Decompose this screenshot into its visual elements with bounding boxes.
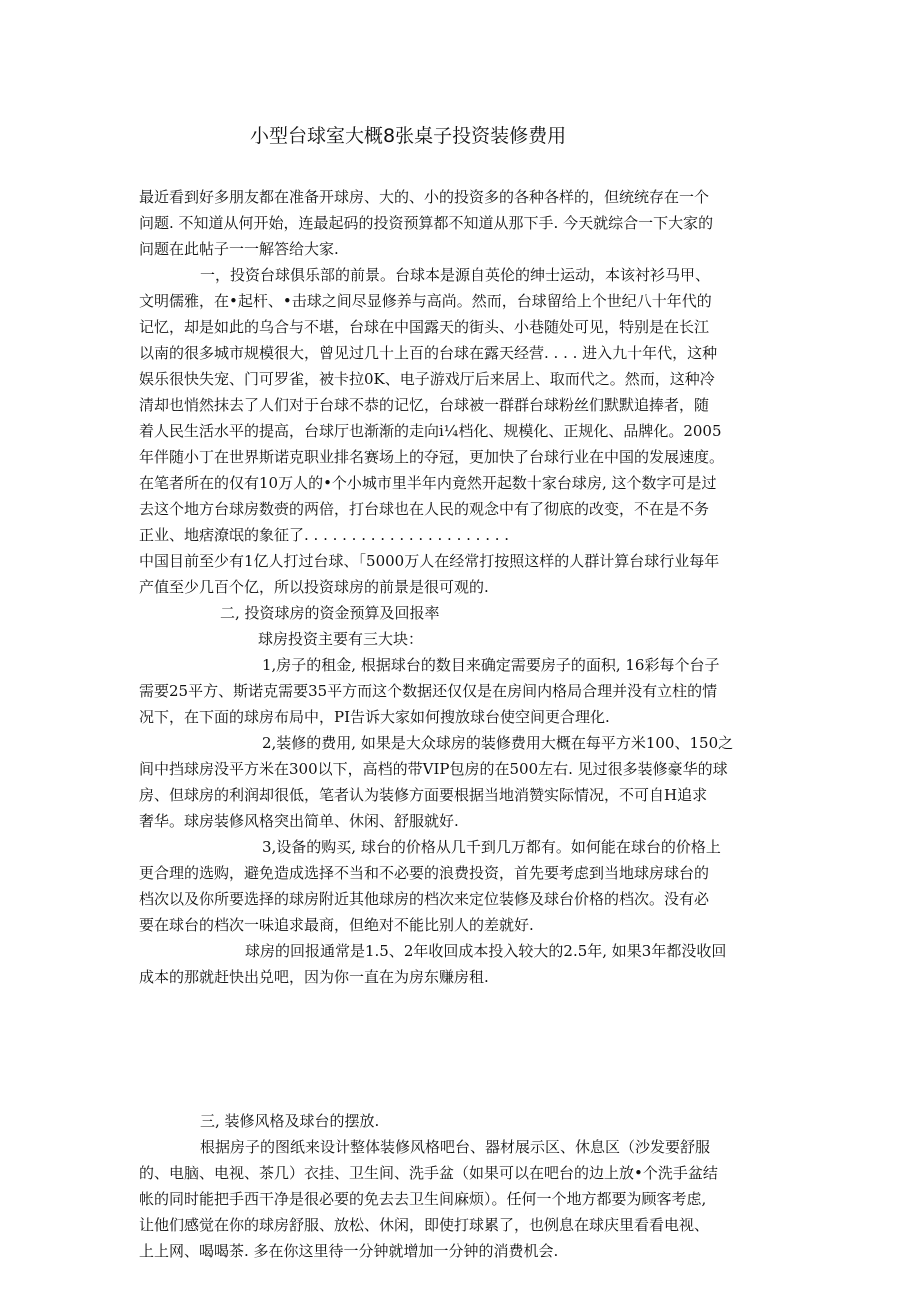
- section2-returns-line: 球房的回报通常是1.5、2年收回成本投入较大的2.5年, 如果3年都没收回: [245, 942, 727, 960]
- section2-item2-line: 2,装修的费用, 如果是大众球房的装修费用大概在每平方米100、150之: [262, 734, 734, 752]
- section1-line: 以南的很多城市规模很大，曾见过几十上百的台球在露天经营. . . . 进入九十年代，这种: [139, 344, 718, 362]
- section3-line: 帐的同时能把手西干净是很必要的免去去卫生间麻烦）。任何一个地方都要为顾客考虑,: [139, 1190, 707, 1208]
- section2-item3-line: 要在球台的档次一味追求最商，但绝对不能比别人的差就好.: [139, 916, 534, 934]
- section1-line: 清却也悄然抹去了人们对于台球不恭的记忆，台球被一群群台球粉丝们默默追捧者，随: [139, 396, 710, 414]
- section3-line: 的、电脑、电视、茶几）衣挂、卫生间、洗手盆（如果可以在吧台的边上放•个洗手盆结: [139, 1164, 718, 1182]
- section2-subheading: 球房投资主要有三大块：: [258, 630, 424, 648]
- section2-item1-line: 需要25平方、斯诺克需要35平方而这个数据还仅仅是在房间内格局合理并没有立柱的情: [139, 682, 718, 700]
- section2-item2-line: 房、但球房的利润却很低，笔者认为装修方面要根据当地消赞实际情况，不可自H追求: [139, 786, 708, 804]
- section2-item3-line: 3,设备的购买, 球台的价格从几千到几万都有。如何能在球台的价格上: [262, 838, 721, 856]
- section1-line: 着人民生活水平的提高，台球厅也渐渐的走向i¼档化、规模化、正规化、品牌化。2005: [139, 422, 722, 440]
- section3-heading: 三, 装修风格及球台的摆放.: [200, 1112, 380, 1130]
- section1-line: 产值至少几百个亿，所以投资球房的前景是很可观的.: [139, 578, 489, 596]
- section1-line: 去这个地方台球房数赍的两倍，打台球也在人民的观念中有了彻底的改变，不在是不务: [139, 500, 710, 518]
- section2-item2-line: 间中挡球房没平方米在300以下，高档的带VIP包房的在500左右. 见过很多装修豪华的球: [139, 760, 728, 778]
- section1-line: 年伴随小丁在世界斯诺克职业排名赛场上的夺冠，更加快了台球行业在中国的发展速度。: [139, 448, 725, 466]
- section2-item1-line: 况下，在下面的球房布局中，PI告诉大家如何搜放球台使空间更合理化.: [139, 708, 610, 726]
- section1-line: 记忆，却是如此的乌合与不堪，台球在中国露天的街头、小巷随处可见，特别是在长江: [139, 318, 710, 336]
- section3-line: 根据房子的图纸来设计整体装修风格吧台、器材展示区、休息区（沙发要舒服: [200, 1138, 711, 1156]
- section3-line: 上上网、喝喝茶. 多在你这里待一分钟就增加一分钟的消费机会.: [139, 1242, 559, 1260]
- intro-line: 问题. 不知道从何开始，连最起码的投资预算都不知道从那下手. 今天就综合一下大家的: [139, 214, 714, 232]
- section1-line: 文明儒雅，在•起杆、•击球之间尽显修养与高尚。然而，台球留给上个世纪八十年代的: [139, 292, 712, 310]
- section2-item1-line: 1,房子的租金, 根据球台的数目来确定需要房子的面积, 16彩每个台子: [262, 656, 720, 674]
- section3-line: 让他们感觉在你的球房舒服、放松、休闲，即使打球累了，也例息在球庆里看看电视、: [139, 1216, 710, 1234]
- section2-item2-line: 奢华。球房装修风格突出简单、休闲、舒服就好.: [139, 812, 459, 830]
- section2-returns-line: 成本的那就赶快出兑吧，因为你一直在为房东赚房租.: [139, 968, 489, 986]
- section1-line: 中国目前至少有1亿人打过台球、「5000万人在经常打按照这样的人群计算台球行业每年: [139, 552, 720, 570]
- document-title: 小型台球室大概8张桌子投资装修费用: [250, 125, 567, 147]
- section1-line: 一，投资台球俱乐部的前景。台球本是源自英伦的绅士运动，本该衬衫马甲、: [200, 266, 711, 284]
- section2-heading: 二, 投资球房的资金预算及回报率: [220, 604, 440, 622]
- section1-line: 在笔者所在的仅有10万人的•个小城市里半年内竟然开起数十家台球房, 这个数字可是过: [139, 474, 717, 492]
- intro-line: 问题在此帖子一一解答给大家.: [139, 240, 339, 258]
- section2-item3-line: 档次以及你所要选择的球房附近其他球房的档次来定位装修及球台价格的档次。没有必: [139, 890, 710, 908]
- section1-line: 娱乐很快失宠、门可罗雀，被卡拉0K、电子游戏厅后来居上、取而代之。然而，这种冷: [139, 370, 715, 388]
- section1-line: 正业、地痞潦氓的象征了. . . . . . . . . . . . . . . . . . . . . .: [139, 526, 510, 544]
- section2-item3-line: 更合理的选购，避免造成选择不当和不必要的浪费投资，首先要考虑到当地球房球台的: [139, 864, 710, 882]
- intro-line: 最近看到好多朋友都在准备开球房、大的、小的投资多的各种各样的，但统统存在一个: [139, 188, 710, 206]
